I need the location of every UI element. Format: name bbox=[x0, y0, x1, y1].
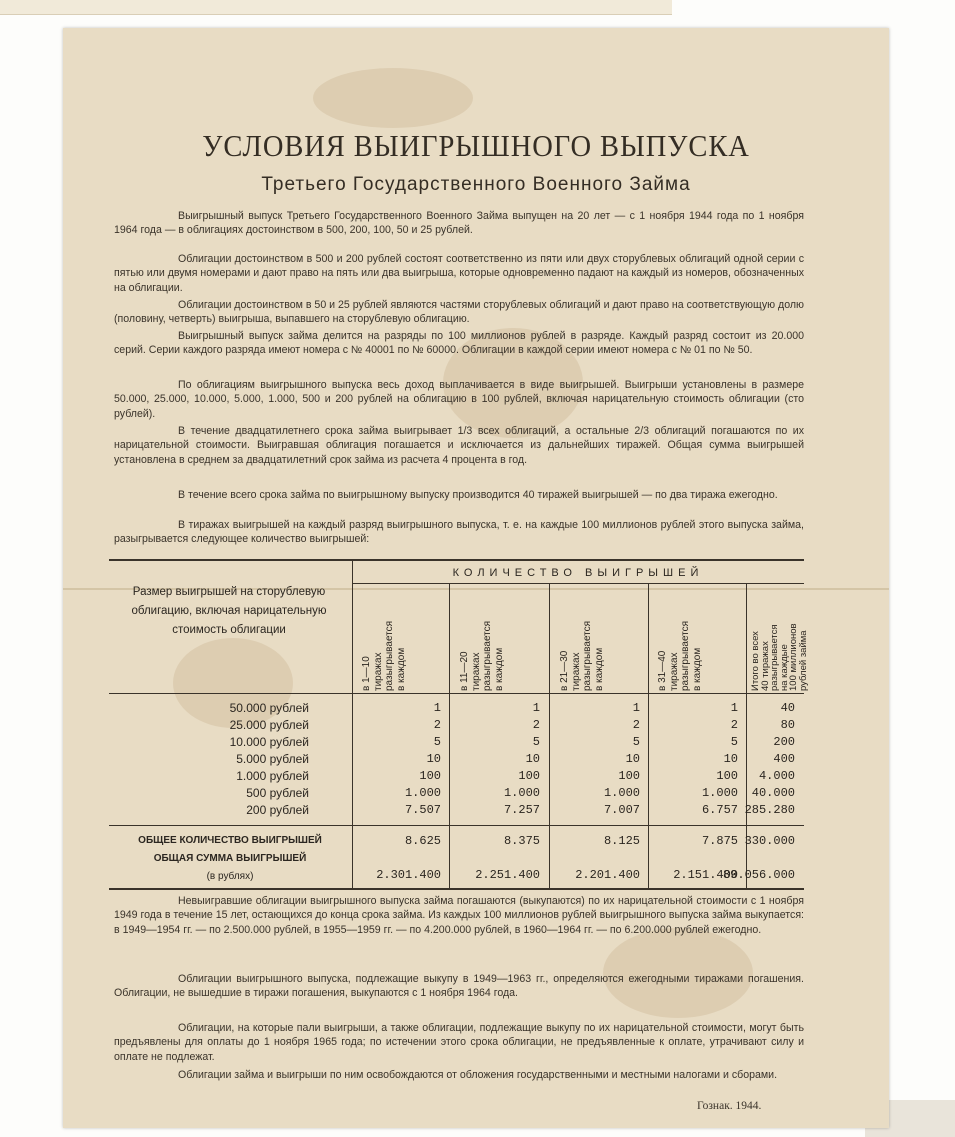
table-cell: 2 bbox=[730, 718, 738, 732]
table-cell: 1.000 bbox=[603, 786, 640, 800]
table-cell: 7.007 bbox=[603, 803, 640, 817]
paragraph: По облигациям выигрышного выпуска весь доход выплачивается в виде выигрышей. Выигрыши установлены в размере 50.000, 25.000, 10.000, 5.000, 1.000, 500 и 200 рублей на облигацию в 100 рублей, включая нарицательную стоимость облигации (сто рублей). bbox=[114, 379, 804, 420]
table-cell: 100 bbox=[716, 769, 738, 783]
table-cell: 1.000 bbox=[701, 786, 738, 800]
table-cell: 1 bbox=[532, 701, 540, 715]
row-label: 1.000 рублей bbox=[236, 769, 309, 783]
total-count-cell: 8.625 bbox=[404, 834, 441, 848]
table-cell: 5 bbox=[532, 735, 540, 749]
paragraph: Выигрышный выпуск займа делится на разряды по 100 миллионов рублей в разряде. Каждый разряд состоит из 20.000 серий. Серии каждого разряда имеют номера с № 40001 по № 60000. Облигации в каждой серии имеют номера с № 01 по № 50. bbox=[114, 330, 804, 357]
table-cell: 100 bbox=[618, 769, 640, 783]
column-header: Итого во всех 40 тиражах разыгрывается на каждые 100 миллионов рублей займа bbox=[750, 623, 809, 691]
total-sum-cell: 2.201.400 bbox=[575, 868, 640, 882]
table-cell: 2 bbox=[433, 718, 441, 732]
total-sum-cell: 2.151.400 bbox=[673, 868, 738, 882]
paragraph: Облигации займа и выигрыши по ним освобождаются от обложения государственными и местными налогами и сборами. bbox=[178, 1069, 778, 1081]
table-cell: 1 bbox=[632, 701, 640, 715]
paragraph: Облигации достоинством в 500 и 200 рублей состоят соответственно из пяти или двух сторублевых облигаций одной серии с пятью или двумя номерами и дают право на пять или два выигрыша, которые одновременно падают на каждый из номеров, обозначенных на облигации. bbox=[114, 253, 804, 294]
table-cell: 7.507 bbox=[404, 803, 441, 817]
column-header: в 11—20 тиражах разыгрывается в каждом bbox=[459, 620, 505, 691]
table-cell: 10 bbox=[625, 752, 640, 766]
table-cell: 10 bbox=[525, 752, 540, 766]
row-label: 50.000 рублей bbox=[229, 701, 309, 715]
paragraph: Невыигравшие облигации выигрышного выпуска займа погашаются (выкупаются) по их нарицательной стоимости с 1 ноября 1949 года в течение 15 лет, остающихся до конца срока займа. Из каждых 100 миллионов рублей выигрышного выпуска займа выкупается: в 1949—1954 гг. — по 2.500.000 рублей, в 1955—1959 гг. — по 4.200.000 рублей, в 1960—1964 гг. — по 6.200.000 рублей ежегодно. bbox=[114, 895, 804, 936]
total-count-cell: 330.000 bbox=[744, 834, 795, 848]
table-cell: 1 bbox=[433, 701, 441, 715]
table-cell: 2 bbox=[632, 718, 640, 732]
table-cell: 40 bbox=[780, 701, 795, 715]
table-cell: 6.757 bbox=[701, 803, 738, 817]
row-label: 5.000 рублей bbox=[236, 752, 309, 766]
page-title: УСЛОВИЯ ВЫИГРЫШНОГО ВЫПУСКА bbox=[202, 128, 750, 163]
total-sum-cell: 2.301.400 bbox=[376, 868, 441, 882]
table-rule bbox=[352, 583, 804, 584]
page-subtitle: Третьего Государственного Военного Займа bbox=[261, 174, 691, 195]
paper-stain bbox=[313, 68, 473, 128]
table-cell: 5 bbox=[433, 735, 441, 749]
table-cell: 100 bbox=[419, 769, 441, 783]
paragraph: Облигации, на которые пали выигрыши, а также облигации, подлежащие выкупу по их нарицательной стоимости, могут быть предъявлены для оплаты до 1 ноября 1965 года; по истечении этого срока облигации, не предъявленные к оплате, утрачивают силу и оплате не подлежат. bbox=[114, 1022, 804, 1063]
total-sum-label: ОБЩАЯ СУММА ВЫИГРЫШЕЙ bbox=[153, 853, 307, 864]
total-count-cell: 8.375 bbox=[503, 834, 540, 848]
column-header: в 31—40 тиражах разыгрывается в каждом bbox=[657, 620, 703, 691]
table-cell: 5 bbox=[730, 735, 738, 749]
total-sum-cell: 2.251.400 bbox=[475, 868, 540, 882]
printer-mark: Гознак. 1944. bbox=[697, 1100, 762, 1112]
document-sheet bbox=[63, 28, 889, 1128]
table-cell: 1.000 bbox=[404, 786, 441, 800]
total-sum-unit: (в рублях) bbox=[206, 871, 254, 882]
table-cell: 10 bbox=[426, 752, 441, 766]
table-cell: 200 bbox=[773, 735, 795, 749]
row-label: 500 рублей bbox=[246, 786, 309, 800]
paragraph: Облигации выигрышного выпуска, подлежащие выкупу в 1949—1963 гг., определяются ежегодными тиражами погашения. Облигации, не вышедшие в тиражи погашения, выкупаются с 1 ноября 1964 года. bbox=[114, 973, 804, 1000]
paragraph: В течение всего срока займа по выигрышному выпуску производится 40 тиражей выигрышей — по два тиража ежегодно. bbox=[178, 489, 778, 501]
total-count-cell: 7.875 bbox=[701, 834, 738, 848]
table-cell: 2 bbox=[532, 718, 540, 732]
background-paper-strip bbox=[0, 0, 672, 15]
paragraph: Выигрышный выпуск Третьего Государственного Военного Займа выпущен на 20 лет — с 1 ноября 1944 года по 1 ноября 1964 года — в облигациях достоинством в 500, 200, 100, 50 и 25 рублей. bbox=[114, 210, 804, 237]
table-rule bbox=[109, 693, 804, 694]
table-cell: 10 bbox=[723, 752, 738, 766]
table-left-header: Размер выигрышей на сторублевую облигацию, включая нарицательную стоимость облигации bbox=[131, 586, 327, 636]
table-cell: 5 bbox=[632, 735, 640, 749]
table-cell: 1 bbox=[730, 701, 738, 715]
table-cell: 1.000 bbox=[503, 786, 540, 800]
paragraph: В тиражах выигрышей на каждый разряд выигрышного выпуска, т. е. на каждые 100 миллионов рублей этого выпуска займа, разыгрывается следующее количество выигрышей: bbox=[114, 519, 804, 546]
total-count-cell: 8.125 bbox=[603, 834, 640, 848]
table-cell: 400 bbox=[773, 752, 795, 766]
row-label: 25.000 рублей bbox=[229, 718, 309, 732]
table-cell: 4.000 bbox=[758, 769, 795, 783]
total-sum-cell: 89.056.000 bbox=[722, 868, 795, 882]
table-cell: 100 bbox=[518, 769, 540, 783]
table-group-header: КОЛИЧЕСТВО ВЫИГРЫШЕЙ bbox=[452, 567, 704, 579]
total-count-label: ОБЩЕЕ КОЛИЧЕСТВО ВЫИГРЫШЕЙ bbox=[138, 835, 322, 846]
prize-table bbox=[109, 559, 809, 890]
paragraph: В течение двадцатилетнего срока займа выигрывает 1/3 всех облигаций, а остальные 2/3 облигаций погашаются по их нарицательной стоимости. Выигравшая облигация погашается и исключается из дальнейших тиражей. Общая сумма выигрышей установлена в среднем за двадцатилетний срок займа из расчета 4 процента в год. bbox=[114, 425, 804, 466]
column-header: в 21—30 тиражах разыгрывается в каждом bbox=[559, 620, 605, 691]
table-cell: 7.257 bbox=[503, 803, 540, 817]
paragraph: Облигации достоинством в 50 и 25 рублей являются частями сторублевых облигаций и дают право на соответствующую долю (половину, четверть) выигрыша, выпавшего на сторублевую облигацию. bbox=[114, 299, 804, 326]
table-cell: 285.280 bbox=[744, 803, 795, 817]
table-cell: 40.000 bbox=[751, 786, 795, 800]
table-rule bbox=[109, 825, 804, 826]
table-cell: 80 bbox=[780, 718, 795, 732]
column-header: в 1—10 тиражах разыгрывается в каждом bbox=[361, 620, 407, 691]
row-label: 200 рублей bbox=[246, 803, 309, 817]
row-label: 10.000 рублей bbox=[229, 735, 309, 749]
